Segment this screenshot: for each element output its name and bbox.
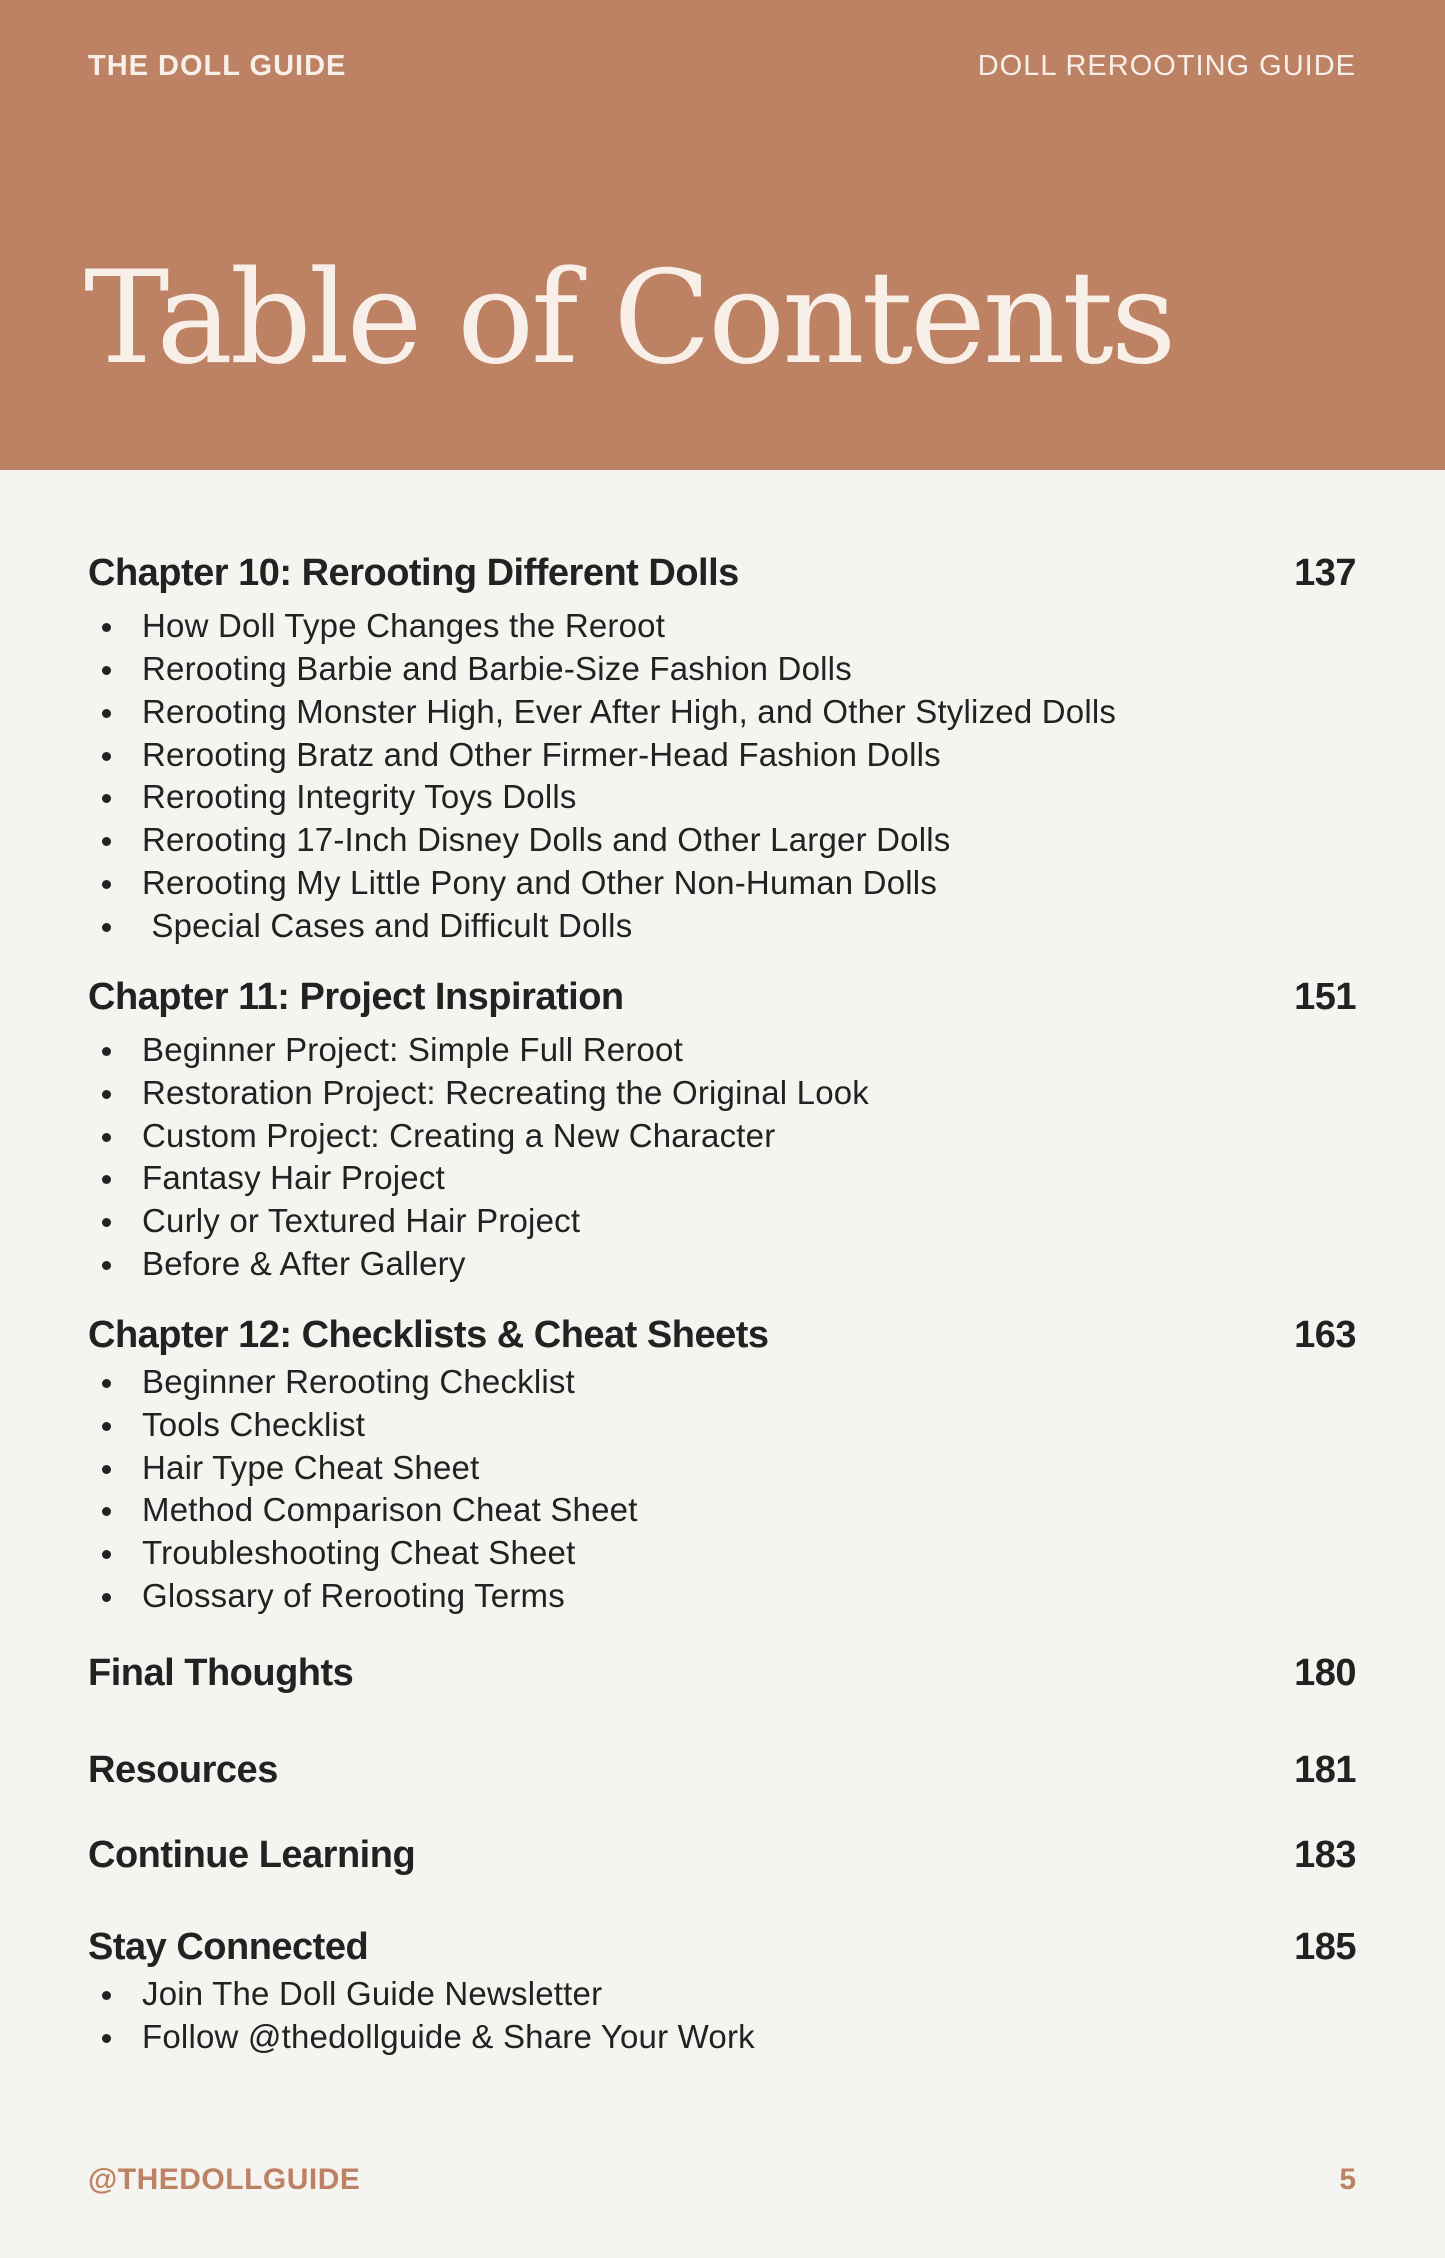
list-item: Beginner Project: Simple Full Reroot	[88, 1029, 1356, 1072]
list-item: Rerooting Barbie and Barbie-Size Fashion Dolls	[88, 648, 1356, 691]
header-banner	[0, 0, 1445, 470]
list-item: Join The Doll Guide Newsletter	[88, 1973, 1356, 2016]
list-item: Beginner Rerooting Checklist	[88, 1361, 1356, 1404]
table-of-contents	[88, 548, 1356, 2083]
toc-resources	[88, 1745, 1356, 1796]
chapter-title: Chapter 11: Project Inspiration	[88, 975, 624, 1018]
chapter-title: Continue Learning	[88, 1834, 416, 1877]
chapter-page-number: 181	[1294, 1749, 1356, 1792]
list-item: Rerooting Monster High, Ever After High, and Other Stylized Dolls	[88, 691, 1356, 734]
chapter-page-number: 183	[1294, 1834, 1356, 1877]
chapter-title: Stay Connected	[88, 1925, 369, 1968]
section-list	[88, 1029, 1356, 1286]
list-item: Follow @thedollguide & Share Your Work	[88, 2016, 1356, 2059]
chapter-title: Chapter 10: Rerooting Different Dolls	[88, 552, 739, 594]
chapter-heading[interactable]	[88, 548, 1356, 599]
list-item: Curly or Textured Hair Project	[88, 1200, 1356, 1243]
list-item: Rerooting My Little Pony and Other Non-Human Dolls	[88, 862, 1356, 905]
list-item: Troubleshooting Cheat Sheet	[88, 1532, 1356, 1575]
chapter-page-number: 180	[1294, 1651, 1356, 1694]
toc-stay-connected	[88, 1922, 1356, 2059]
list-item: Glossary of Rerooting Terms	[88, 1575, 1356, 1618]
chapter-heading[interactable]	[88, 972, 1356, 1023]
footer-social-handle: @THEDOLLGUIDE	[88, 2163, 361, 2196]
chapter-page-number: 185	[1294, 1925, 1356, 1968]
chapter-heading[interactable]	[88, 1922, 1356, 1973]
toc-continue-learning	[88, 1830, 1356, 1881]
chapter-heading[interactable]	[88, 1310, 1356, 1361]
chapter-heading[interactable]	[88, 1648, 1356, 1699]
chapter-heading[interactable]	[88, 1745, 1356, 1796]
guide-name: DOLL REROOTING GUIDE	[977, 50, 1356, 82]
list-item: Restoration Project: Recreating the Original Look	[88, 1072, 1356, 1115]
footer-page-number: 5	[1339, 2163, 1356, 2196]
list-item: Hair Type Cheat Sheet	[88, 1447, 1356, 1490]
chapter-page-number: 137	[1294, 552, 1356, 594]
list-item: Rerooting 17-Inch Disney Dolls and Other Larger Dolls	[88, 819, 1356, 862]
list-item: How Doll Type Changes the Reroot	[88, 605, 1356, 648]
toc-chapter-10	[88, 548, 1356, 948]
chapter-title: Final Thoughts	[88, 1651, 354, 1694]
chapter-title: Chapter 12: Checklists & Cheat Sheets	[88, 1313, 769, 1356]
list-item: Fantasy Hair Project	[88, 1157, 1356, 1200]
toc-chapter-12	[88, 1310, 1356, 1618]
list-item: Rerooting Integrity Toys Dolls	[88, 776, 1356, 819]
page-title: Table of Contents	[84, 244, 1174, 393]
list-item: Special Cases and Difficult Dolls	[88, 905, 1356, 948]
list-item: Tools Checklist	[88, 1404, 1356, 1447]
chapter-page-number: 151	[1294, 975, 1356, 1018]
toc-chapter-11	[88, 972, 1356, 1286]
brand-name: THE DOLL GUIDE	[88, 50, 347, 82]
chapter-page-number: 163	[1294, 1313, 1356, 1356]
list-item: Custom Project: Creating a New Character	[88, 1115, 1356, 1158]
section-list	[88, 1361, 1356, 1618]
section-list	[88, 605, 1356, 947]
toc-final-thoughts	[88, 1648, 1356, 1699]
list-item: Before & After Gallery	[88, 1243, 1356, 1286]
chapter-heading[interactable]	[88, 1830, 1356, 1881]
chapter-title: Resources	[88, 1749, 278, 1792]
section-list	[88, 1973, 1356, 2059]
list-item: Method Comparison Cheat Sheet	[88, 1489, 1356, 1532]
list-item: Rerooting Bratz and Other Firmer-Head Fashion Dolls	[88, 734, 1356, 777]
